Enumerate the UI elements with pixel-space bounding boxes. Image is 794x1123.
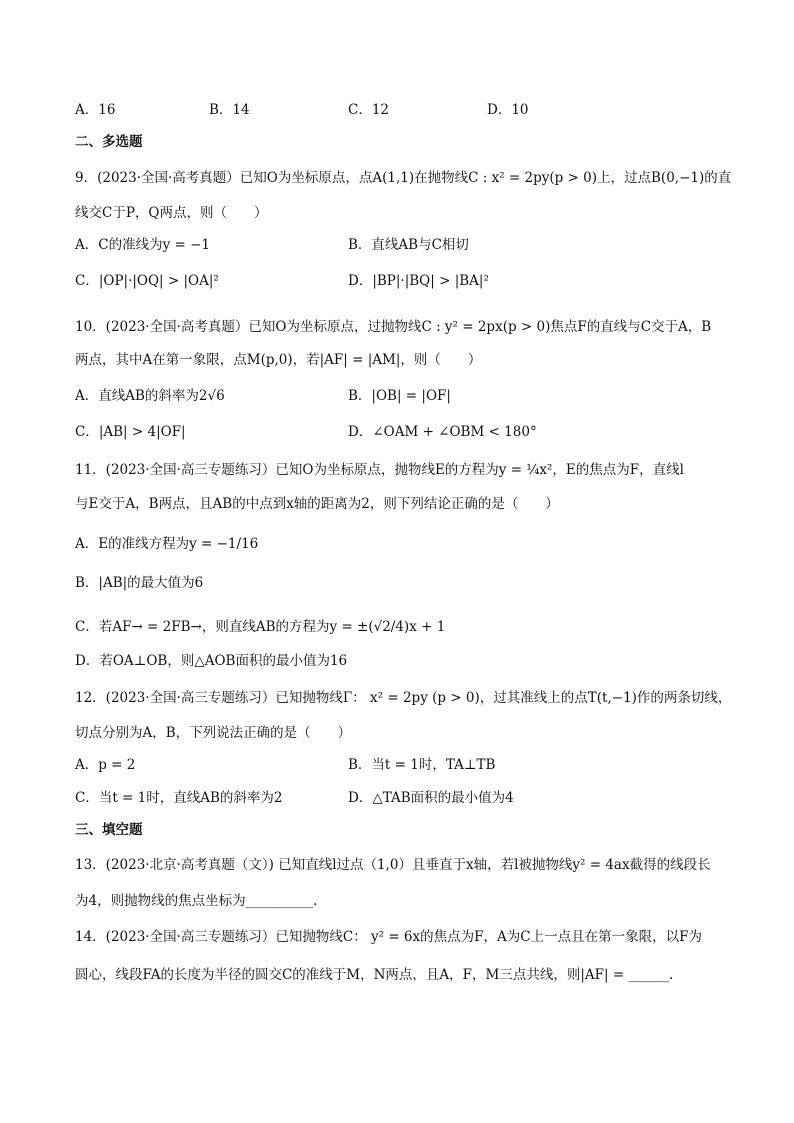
q9-option-d: D．|BP|·|BQ| > |BA|² xyxy=(348,273,489,289)
q11-option-b: B．|AB|的最大值为6 xyxy=(75,575,204,591)
q12-option-c: C．当t = 1时，直线AB的斜率为2 xyxy=(75,790,283,806)
q10-line1: 10．(2023·全国·高考真题）已知O为坐标原点，过抛物线C : y² = 2px(p > 0)焦点F的直线与C交于A，B xyxy=(75,319,712,335)
q12-option-a: A．p = 2 xyxy=(75,757,136,773)
top-option-d: D．10 xyxy=(487,102,529,118)
q13-line1: 13．(2023·北京·高考真题（文）) 已知直线l过点（1,0）且垂直于x轴，若l被抛物线y² = 4ax截得的线段长 xyxy=(75,857,711,873)
top-option-c: C．12 xyxy=(348,102,390,118)
q11-option-d: D．若OA⊥OB，则△AOB面积的最小值为16 xyxy=(75,653,348,669)
q11-option-c: C．若AF→ = 2FB→，则直线AB的方程为y = ±(√2/4)x + 1 xyxy=(75,619,446,635)
q11-line2: 与E交于A，B两点，且AB的中点到x轴的距离为2，则下列结论正确的是（ ） xyxy=(75,496,559,512)
q12-line2: 切点分别为A，B，下列说法正确的是（ ） xyxy=(75,725,352,741)
q11-line1: 11．(2023·全国·高三专题练习）已知O为坐标原点，抛物线E的方程为y = ¼x²，E的焦点为F，直线l xyxy=(75,462,684,478)
q11-option-a: A．E的准线方程为y = −1/16 xyxy=(75,536,259,552)
q12-option-d: D．△TAB面积的最小值为4 xyxy=(348,790,514,806)
q9-option-a: A．C的准线为y = −1 xyxy=(75,237,210,253)
q13-line2: 为4，则抛物线的焦点坐标为__________. xyxy=(75,893,318,909)
section-heading-multi: 二、多选题 xyxy=(75,134,143,150)
q9-option-c: C．|OP|·|OQ| > |OA|² xyxy=(75,273,219,289)
q9-line1: 9．(2023·全国·高考真题）已知O为坐标原点，点A(1,1)在抛物线C : x² = 2py(p > 0)上，过点B(0,−1)的直 xyxy=(75,170,732,186)
q10-option-d: D．∠OAM + ∠OBM < 180° xyxy=(348,424,537,440)
section-heading-fill: 三、填空题 xyxy=(75,822,143,838)
q12-line1: 12．(2023·全国·高三专题练习）已知抛物线Γ： x² = 2py (p > 0)，过其准线上的点T(t,−1)作的两条切线， xyxy=(75,690,732,706)
q12-option-b: B．当t = 1时，TA⊥TB xyxy=(348,757,496,773)
q9-option-b: B．直线AB与C相切 xyxy=(348,237,469,253)
top-option-b: B．14 xyxy=(209,102,250,118)
q9-line2: 线交C于P，Q两点，则（ ） xyxy=(75,205,268,221)
q14-line1: 14．(2023·全国·高三专题练习）已知抛物线C： y² = 6x的焦点为F，A为C上一点且在第一象限，以F为 xyxy=(75,929,702,945)
q10-option-c: C．|AB| > 4|OF| xyxy=(75,424,186,440)
q10-option-b: B．|OB| = |OF| xyxy=(348,388,451,404)
q14-line2: 圆心，线段FA的长度为半径的圆交C的准线于M，N两点，且A，F，M三点共线，则|AF| = ______. xyxy=(75,967,674,983)
q10-option-a: A．直线AB的斜率为2√6 xyxy=(75,388,225,404)
top-option-a: A．16 xyxy=(75,102,116,118)
q10-line2: 两点，其中A在第一象限，点M(p,0)，若|AF| = |AM|，则（ ） xyxy=(75,352,482,368)
